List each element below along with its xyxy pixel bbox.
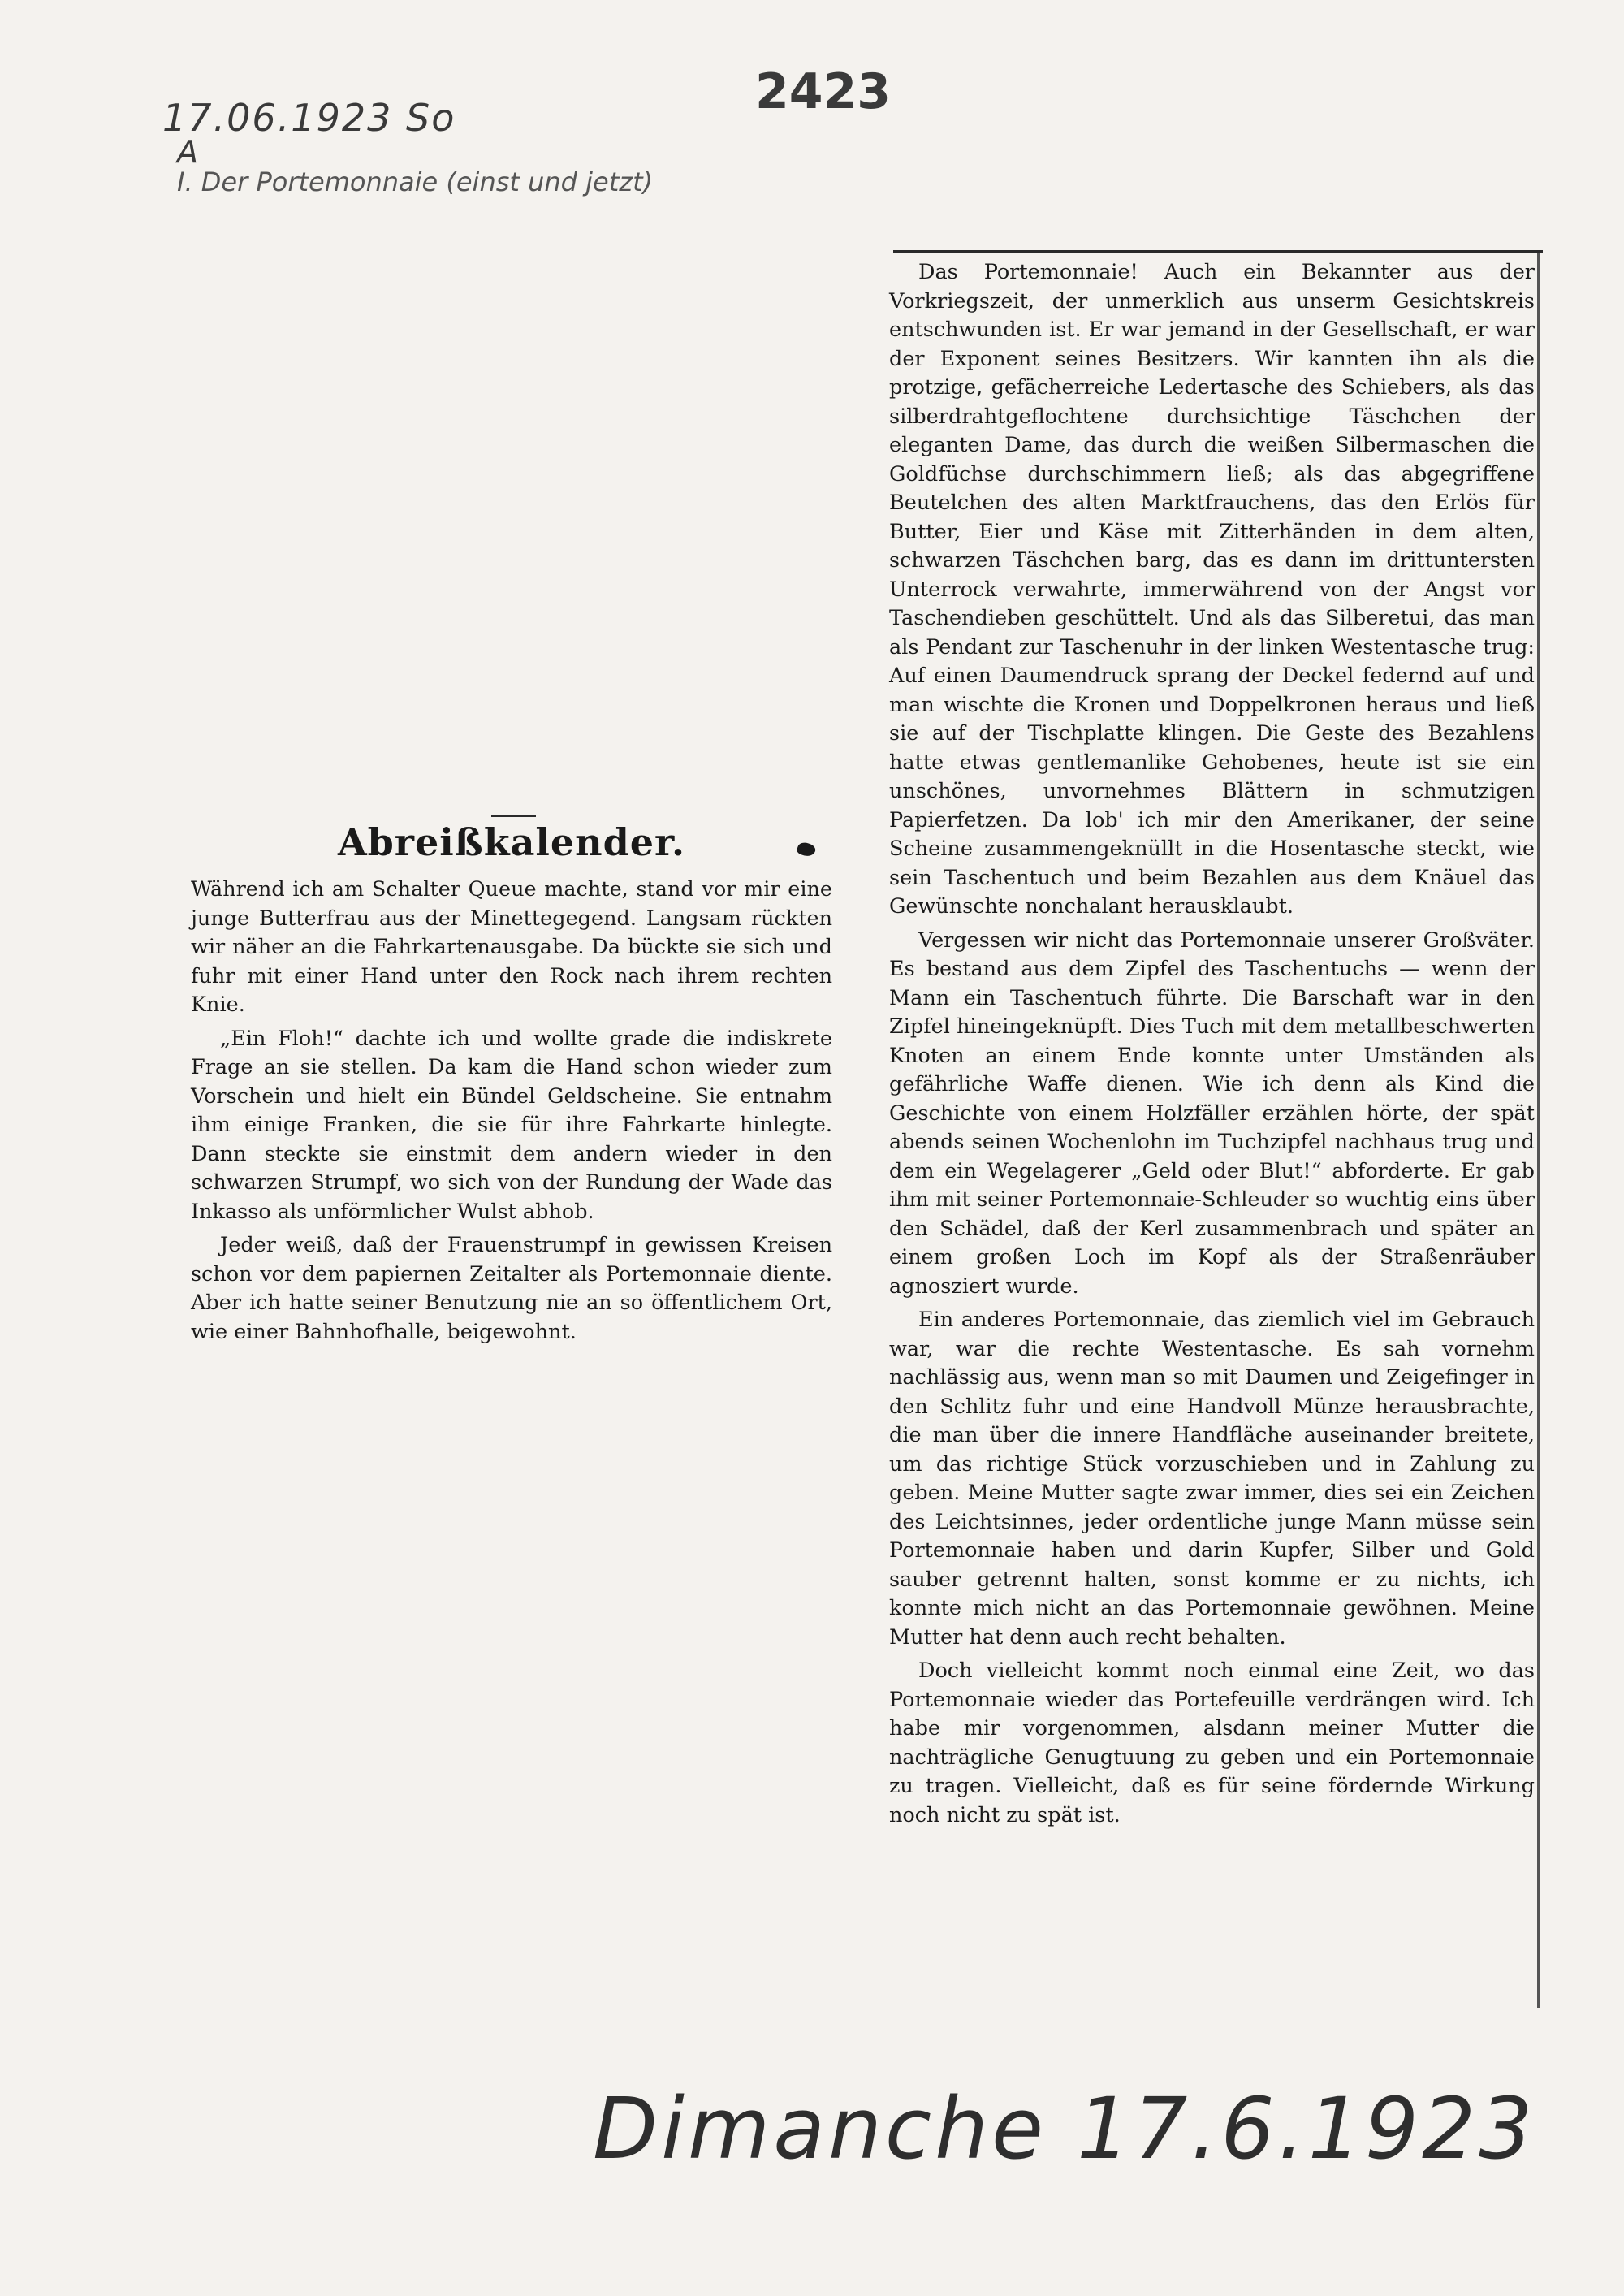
right-column-top-rule: [893, 250, 1543, 253]
article-paragraph: Doch vielleicht kommt noch einmal eine Zeit, wo das Portemonnaie wieder das Portefeuille verdrängen wird. Ich habe mir vorgenommen, alsdann meiner Mutter die nachträgliche Genugtuung zu geben und ein Portemonnaie zu tragen. Vielleicht, daß es für seine fördernde Wirkung noch nicht zu spät ist.: [889, 1658, 1535, 1827]
article-paragraph: Ein anderes Portemonnaie, das ziemlich viel im Gebrauch war, war die rechte Westentasche. Es sah vornehm nachlässig aus, wenn man so mit Daumen und Zeigefinger in den Schlitz fuhr und eine Handvoll Münze herausbrachte, die man über die innere Handfläche auseinander breitete, um das richtige Stück vorzuschieben und in Zahlung zu geben. Meine Mutter sagte zwar immer, dies sei ein Zeichen des Leichtsinnes, jeder ordentliche junge Mann müsse sein Portemonnaie haben und darin Kupfer, Silber und Gold sauber getrennt halten, sonst komme er zu nichts, ich konnte mich nicht an das Portemonnaie gewöhnen. Meine Mutter hat denn auch recht behalten.: [889, 1308, 1535, 1650]
article-paragraph: Vergessen wir nicht das Portemonnaie unserer Großväter. Es bestand aus dem Zipfel des Taschentuchs — wenn der Mann ein Taschentuch führte. Die Barschaft war in den Zipfel hineingeknüpft. Dies Tuch mit dem metallbeschwerten Knoten an einem Ende konnte unter Umständen als gefährliche Waffe dienen. Wie ich denn als Kind die Geschichte von einem Holzfäller erzählen hörte, der spät abends seinen Wochenlohn im Tuchzipfel nachhaus trug und dem ein Wegelagerer „Geld oder Blut!“ abforderte. Er gab ihm mit seiner Portemonnaie-Schleuder so wuchtig eins über den Schädel, daß der Kerl zusammenbrach und später an einem großen Loch im Kopf als der Straßenräuber agnosziert wurde.: [889, 927, 1535, 1299]
right-column-side-rule: [1537, 253, 1540, 2008]
handwritten-mark: A: [177, 134, 198, 170]
article-headline: Abreißkalender.: [337, 820, 686, 864]
left-article-top-rule: [491, 815, 536, 817]
handwritten-bottom-date: Dimanche 17.6.1923: [593, 2079, 1536, 2178]
left-article: [191, 820, 832, 1351]
article-paragraph: Das Portemonnaie! Auch ein Bekannter aus der Vorkriegszeit, der unmerklich aus unserm Gesichtskreis entschwunden ist. Er war jemand in der Gesellschaft, er war der Exponent seines Besitzers. Wir kannten ihn als die protzige, gefächerreiche Ledertasche des Schiebers, als das silberdrahtgeflochtene durchsichtige Täschchen der eleganten Dame, das durch die weißen Silbermaschen die Goldfüchse durchschimmern ließ; als das abgegriffene Beutelchen des alten Marktfrauchens, das den Erlös für Butter, Eier und Käse mit Zitterhänden in dem alten, schwarzen Täschchen barg, das es dann im drittuntersten Unterrock verwahrte, immerwährend von der Angst vor Taschendieben geschüttelt. Und als das Silberetui, das man als Pendant zur Taschenuhr in der linken Westentasche trug: Auf einen Daumendruck sprang der Deckel federnd auf und man wischte die Kronen und Doppelkronen heraus und ließ sie auf der Tischplatte klingen. Die Geste des Bezahlens hatte etwas gentlemanlike Gehobenes, heute ist sie ein unschönes, unvornehmes Blättern in schmutzigen Papierfetzen. Da lob' ich mir den Amerikaner, der seine Scheine zusammengeknüllt in die Hosentasche steckt, wie sein Taschentuch und beim Bezahlen aus dem Knäuel das Gewünschte nonchalant herausklaubt.: [889, 260, 1535, 919]
handwritten-date: 17.06.1923 So: [162, 96, 456, 140]
handwritten-page-number: 2423: [755, 63, 891, 120]
article-paragraph: Während ich am Schalter Queue machte, stand vor mir eine junge Butterfrau aus der Minettegegend. Langsam rückten wir näher an die Fahrkartenausgabe. Da bückte sie sich und fuhr mit einer Hand unter den Rock nach ihrem rechten Knie.: [191, 877, 832, 1017]
handwritten-note: I. Der Portemonnaie (einst und jetzt): [177, 166, 654, 197]
article-paragraph: Jeder weiß, daß der Frauenstrumpf in gewissen Kreisen schon vor dem papiernen Zeitalter als Portemonnaie diente. Aber ich hatte seiner Benutzung nie an so öffentlichem Ort, wie einer Bahnhofhalle, beigewohnt.: [191, 1233, 832, 1344]
right-article: [889, 258, 1535, 1835]
article-paragraph: „Ein Floh!“ dachte ich und wollte grade die indiskrete Frage an sie stellen. Da kam die Hand schon wieder zum Vorschein und hielt ein Bündel Geldscheine. Sie entnahm ihm einige Franken, die sie für ihre Fahrkarte hinlegte. Dann steckte sie einstmit dem andern wieder in den schwarzen Strumpf, wo sich von der Rundung der Wade das Inkasso als unförmlicher Wulst abhob.: [191, 1026, 832, 1224]
